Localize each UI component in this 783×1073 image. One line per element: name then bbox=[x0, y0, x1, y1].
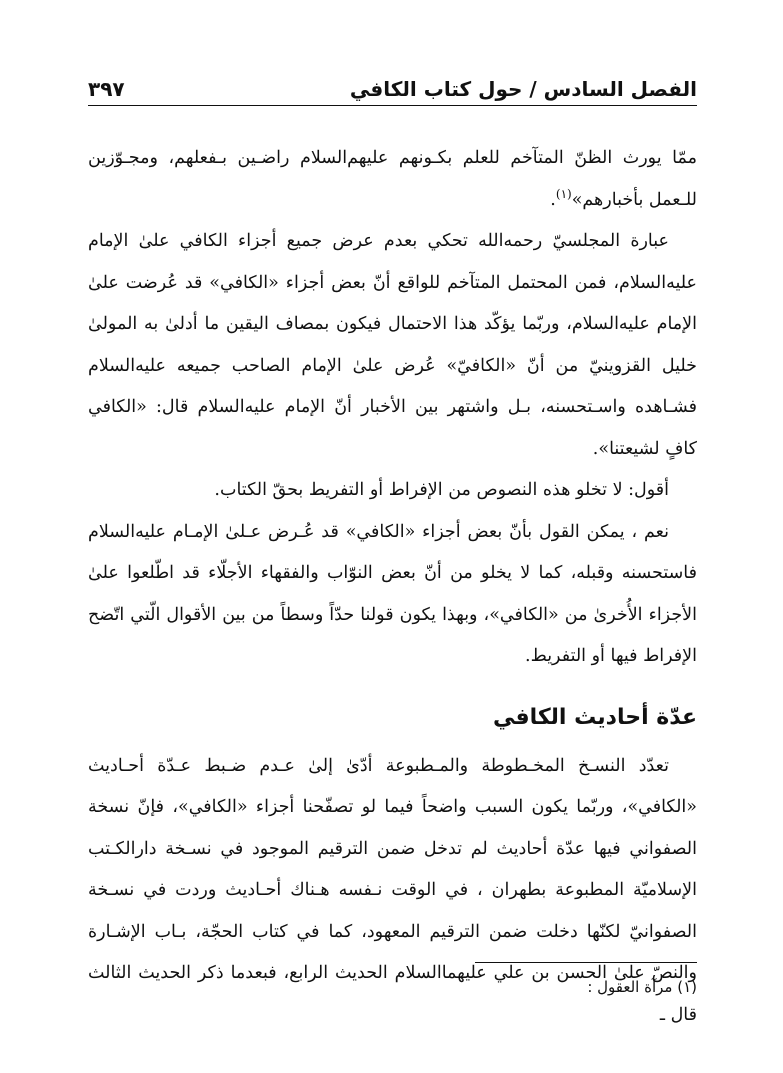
footnote-reference: (١) bbox=[555, 186, 572, 201]
paragraph: أقول: لا تخلو هذه النصوص من الإفراط أو التفريط بحقّ الكتاب. bbox=[214, 480, 669, 500]
chapter-title: الفصل السادس / حول كتاب الكافي bbox=[349, 77, 697, 101]
main-text bbox=[88, 138, 697, 1036]
running-header bbox=[88, 66, 697, 106]
paragraph bbox=[88, 138, 697, 221]
paragraph: نعم ، يمكن القول بأنّ بعض أجزاء «الكافي» قد عُـرض عـلىٰ الإمـام عليه‌السلام فاستحسنه وقبله، كما لا يخلو من أنّ بعض النوّاب والفقهاء الأجلّاء قد اطّلعوا علىٰ الأجزاء الأُخرىٰ من «الكافي»، وبهذا يكون قولنا حدّاً وسطاً من بين الأقوال الّتي اتّضح الإفراط فيها أو التفريط. bbox=[88, 521, 697, 666]
page-number: ٣٩٧ bbox=[88, 77, 125, 101]
footnote-divider bbox=[475, 962, 697, 963]
paragraph: تعدّد النسـخ المخـطوطة والمـطبوعة أدّىٰ إلىٰ عـدم ضـبط عـدّة أحـاديث «الكافي»، وربّما يكون السبب واضحاً فيما لو تصفّحنا أجزاء «الكافي»، فإنّ نسخة الصفواني فيها عدّة أحاديث لم تدخل ضمن الترقيم الموجود في نسـخة دارالكـتب الإسلاميّة المطبوعة بطهران ، في الوقت نـفسه هـناك أحـاديث وردت في نسـخة الصفوانيّ لكنّها دخلت ضمن الترقيم المعهود، كما في كتاب الحجّة، بـاب الإشـارة والنصّ علىٰ الحسن بن علي عليهما‌السلام الحديث الرابع، فبعدما ذكر الحديث الثالث قال ـ bbox=[88, 755, 697, 1025]
paragraph-end: . bbox=[550, 189, 556, 210]
footnote: (١) مرآة العقول : bbox=[587, 978, 697, 996]
section-heading: عدّة أحاديث الكافي bbox=[492, 704, 697, 730]
paragraph: عبارة المجلسيّ رحمه‌الله تحكي بعدم عرض جميع أجزاء الكافي علىٰ الإمام عليه‌السلام، فمن المحتمل المتآخم للواقع أنّ بعض أجزاء «الكافي» قد عُرضت علىٰ الإمام عليه‌السلام، وربّما يؤكّد هذا الاحتمال فيكون بمصاف اليقين ما أدلىٰ به المولىٰ خليل القزوينيّ من أنّ «الكافيّ» عُرض علىٰ الإمام الصاحب جميعه عليه‌السلام فشـاهده واسـتحسنه، بـل واشتهر بين الأخبار أنّ الإمام عليه‌السلام قال: «الكافي كافٍ لشيعتنا». bbox=[88, 231, 697, 459]
paragraph-text: ممّا يورث الظنّ المتآخم للعلم بكـونهم عليهم‌السلام راضـين بـفعلهم، ومجـوّزين للـعمل بأخبارهم» bbox=[88, 148, 697, 210]
